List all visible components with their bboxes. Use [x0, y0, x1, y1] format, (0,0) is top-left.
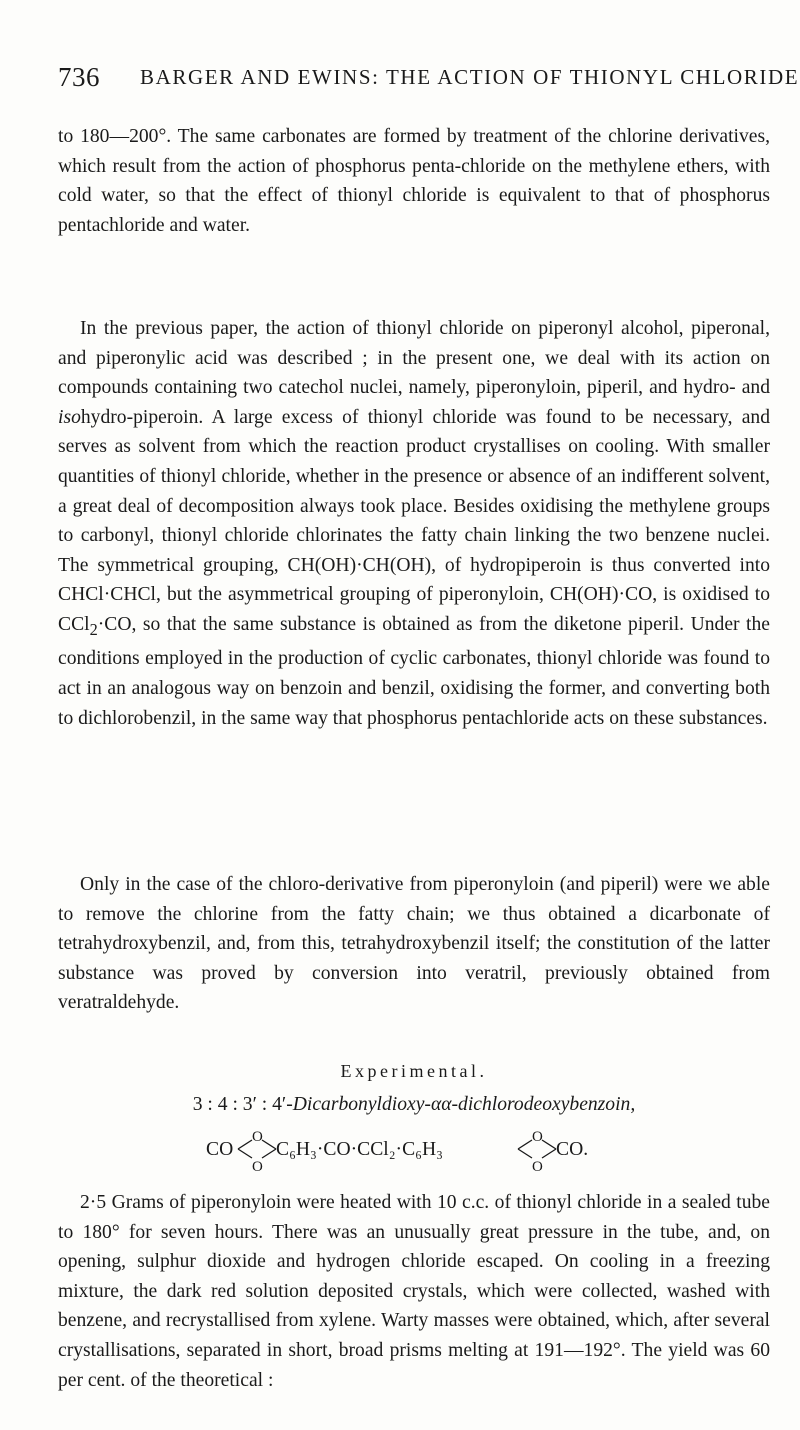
paragraph-2-iso: iso	[58, 406, 81, 428]
paragraph-2	[58, 314, 770, 733]
structural-formula	[58, 1126, 770, 1174]
compound-italic-name: Dicarbonyldioxy-αα-dichlorodeoxybenzoin,	[292, 1094, 636, 1115]
paragraph-4-text: 2·5 Grams of piperonyloin were heated with 10 c.c. of thionyl chloride in a sealed tube to 180° for seven hours. There was an unusually great pressure in the tube, and, on opening, sulphur dioxide and hydrogen chloride escaped. On cooling in a freezing mixture, the dark red solution deposited crystals, which were collected, washed with benzene, and recrystallised from xylene. Warty masses were obtained, which, after several crystallisations, separated in short, broad prisms melting at 191—192°. The yield was 60 per cent. of the theoretical :	[58, 1192, 770, 1391]
formula-left-o-top: O	[252, 1129, 263, 1145]
running-head: BARGER AND EWINS: THE ACTION OF THIONYL CHLORIDE	[140, 65, 800, 89]
formula-right-o-top: O	[532, 1129, 543, 1145]
paragraph-3	[58, 870, 770, 1018]
paragraph-2-subscript: 2	[89, 619, 98, 639]
paragraph-3-text: Only in the case of the chloro-derivative from piperonyloin (and piperil) were we able to remove the chlorine from the fatty chain; we thus obtained a dicarbonate of tetrahydroxybenzil, and, from this, tetrahydroxybenzil itself; the constitution of the latter substance was proved by conversion into veratril, previously obtained from veratraldehyde.	[58, 874, 770, 1014]
formula-middle: C₆H₃·CO·CCl₂·C₆H₃	[276, 1139, 443, 1160]
paragraph-2-part-c: ·CO, so that the same substance is obtained as from the diketone piperil. Under the conditions employed in the production of cyclic carbonates, thionyl chloride was found to act in an analogous way on benzoin and benzil, oxidising the former, and converting both to dichlorobenzil, in the same way that phosphorus pentachloride acts on these substances.	[58, 613, 770, 729]
formula-right-o-bottom: O	[532, 1159, 543, 1174]
formula-left-o-bottom: O	[252, 1159, 263, 1174]
formula-right-bonds	[518, 1140, 532, 1158]
paragraph-4	[58, 1188, 770, 1395]
formula-svg	[164, 1126, 664, 1174]
paragraph-1-text: to 180—200°. The same carbonates are formed by treatment of the chlorine derivatives, which result from the action of phosphorus penta-chloride on the methylene ethers, with cold water, so that the effect of thionyl chloride is equivalent to that of phosphorus pentachloride and water.	[58, 126, 770, 236]
formula-right-bonds-2	[542, 1140, 556, 1158]
paragraph-2-part-b: hydro-piperoin. A large excess of thionyl chloride was found to be necessary, and serves as solvent from which the reaction product crystallises on cooling. With smaller quantities of thionyl chloride, whether in the presence or absence of an indifferent solvent, a great deal of decomposition always took place. Besides oxidising the methylene groups to carbonyl, thionyl chloride chlorinates the fatty chain linking the two benzene nuclei. The symmetrical grouping, CH(OH)·CH(OH), of hydropiperoin is thus converted into CHCl·CHCl, but the asymmetrical grouping of piperonyloin, CH(OH)·CO, is oxidised to CCl	[58, 406, 770, 635]
page-number: 736	[58, 62, 100, 92]
formula-right-co: CO.	[556, 1139, 589, 1160]
paragraph-2-text	[58, 314, 770, 733]
compound-name	[58, 1094, 770, 1116]
page-header	[58, 62, 800, 102]
formula-left-bonds-2	[262, 1140, 276, 1158]
formula-left-co: CO	[206, 1139, 234, 1160]
paragraph-2-part-a: In the previous paper, the action of thionyl chloride on piperonyl alcohol, piperonal, and piperonylic acid was described ; in the present one, we deal with its action on compounds containing two catechol nuclei, namely, piperonyloin, piperil, and hydro- and	[58, 318, 770, 399]
formula-left-bonds	[238, 1140, 252, 1158]
paragraph-1	[58, 122, 770, 240]
section-heading: Experimental.	[340, 1061, 488, 1081]
compound-prefix: 3 : 4 : 3′ : 4′-	[192, 1094, 293, 1115]
